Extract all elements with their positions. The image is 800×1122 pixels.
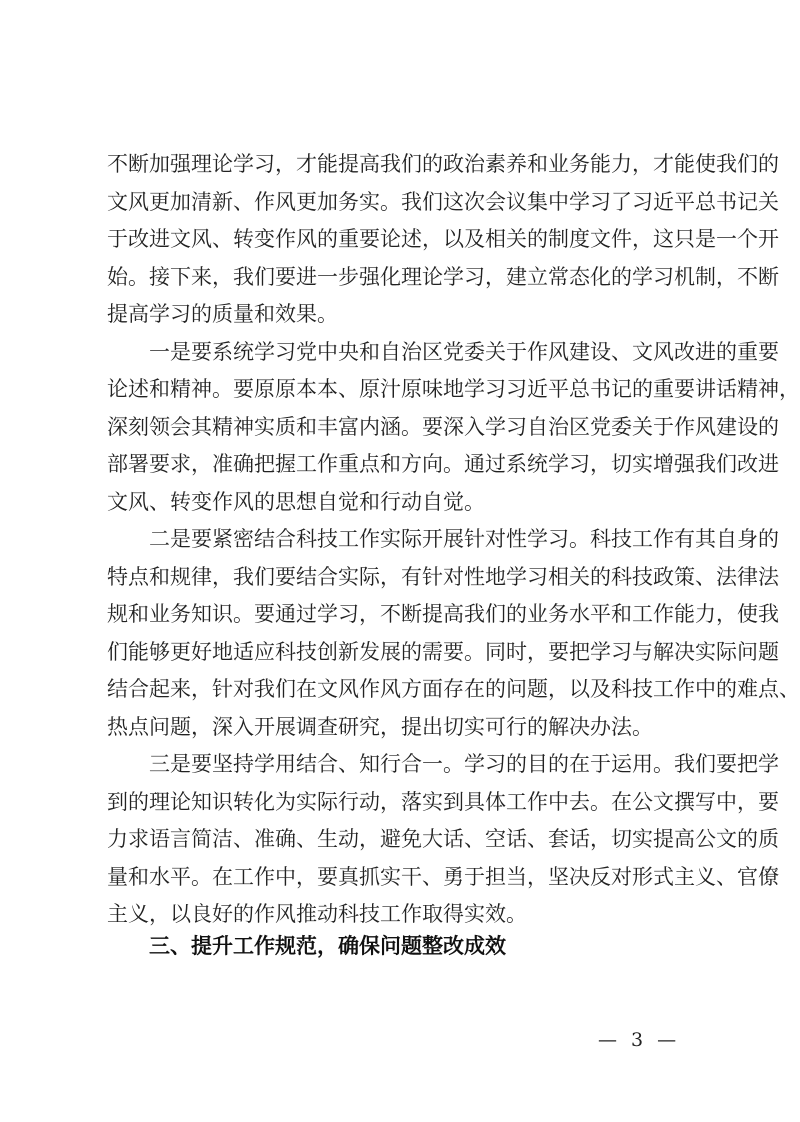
paragraph: [107, 146, 779, 334]
text-line: 提高学习的质量和效果。: [107, 302, 338, 326]
text-line: 文风、转变作风的思想自觉和行动自觉。: [107, 489, 485, 514]
text-line: 规和业务知识。要通过学习，不断提高我们的业务水平和工作能力，使我: [107, 602, 779, 626]
paragraph: [107, 746, 779, 934]
text-line: 部署要求，准确把握工作重点和方向。通过系统学习，切实增强我们改进: [107, 452, 779, 476]
text-line: 们能够更好地适应科技创新发展的需要。同时，要把学习与解决实际问题: [107, 639, 779, 664]
text-line: 三是要坚持学用结合、知行合一。学习的目的在于运用。我们要把学: [149, 752, 779, 776]
paragraph: [107, 521, 800, 746]
document-body: [107, 146, 800, 934]
text-line: 主义，以良好的作风推动科技工作取得实效。: [107, 902, 527, 926]
section-heading: 三、提升工作规范，确保问题整改成效: [149, 934, 506, 958]
text-line: 结合起来，针对我们在文风作风方面存在的问题，以及科技工作中的难点、: [107, 677, 800, 701]
text-line: 量和水平。在工作中，要真抓实干、勇于担当，坚决反对形式主义、官僚: [107, 864, 779, 889]
text-line: 力求语言简洁、准确、生动，避免大话、空话、套话，切实提高公文的质: [107, 827, 779, 851]
text-line: 到的理论知识转化为实际行动，落实到具体工作中去。在公文撰写中，要: [107, 789, 779, 814]
paragraph: [107, 334, 800, 522]
text-line: 于改进文风、转变作风的重要论述，以及相关的制度文件，这只是一个开: [107, 227, 779, 251]
page-number: — 3 —: [598, 1029, 681, 1051]
text-line: 二是要紧密结合科技工作实际开展针对性学习。科技工作有其自身的: [149, 527, 779, 551]
text-line: 文风更加清新、作风更加务实。我们这次会议集中学习了习近平总书记关: [107, 189, 779, 214]
text-line: 特点和规律，我们要结合实际，有针对性地学习相关的科技政策、法律法: [107, 564, 779, 589]
text-line: 深刻领会其精神实质和丰富内涵。要深入学习自治区党委关于作风建设的: [107, 414, 779, 439]
text-line: 论述和精神。要原原本本、原汁原味地学习习近平总书记的重要讲话精神，: [107, 377, 800, 401]
text-line: 热点问题，深入开展调查研究，提出切实可行的解决办法。: [107, 714, 653, 739]
text-line: 不断加强理论学习，才能提高我们的政治素养和业务能力，才能使我们的: [107, 152, 779, 176]
text-line: 一是要系统学习党中央和自治区党委关于作风建设、文风改进的重要: [149, 339, 779, 364]
text-line: 始。接下来，我们要进一步强化理论学习，建立常态化的学习机制，不断: [107, 264, 779, 289]
